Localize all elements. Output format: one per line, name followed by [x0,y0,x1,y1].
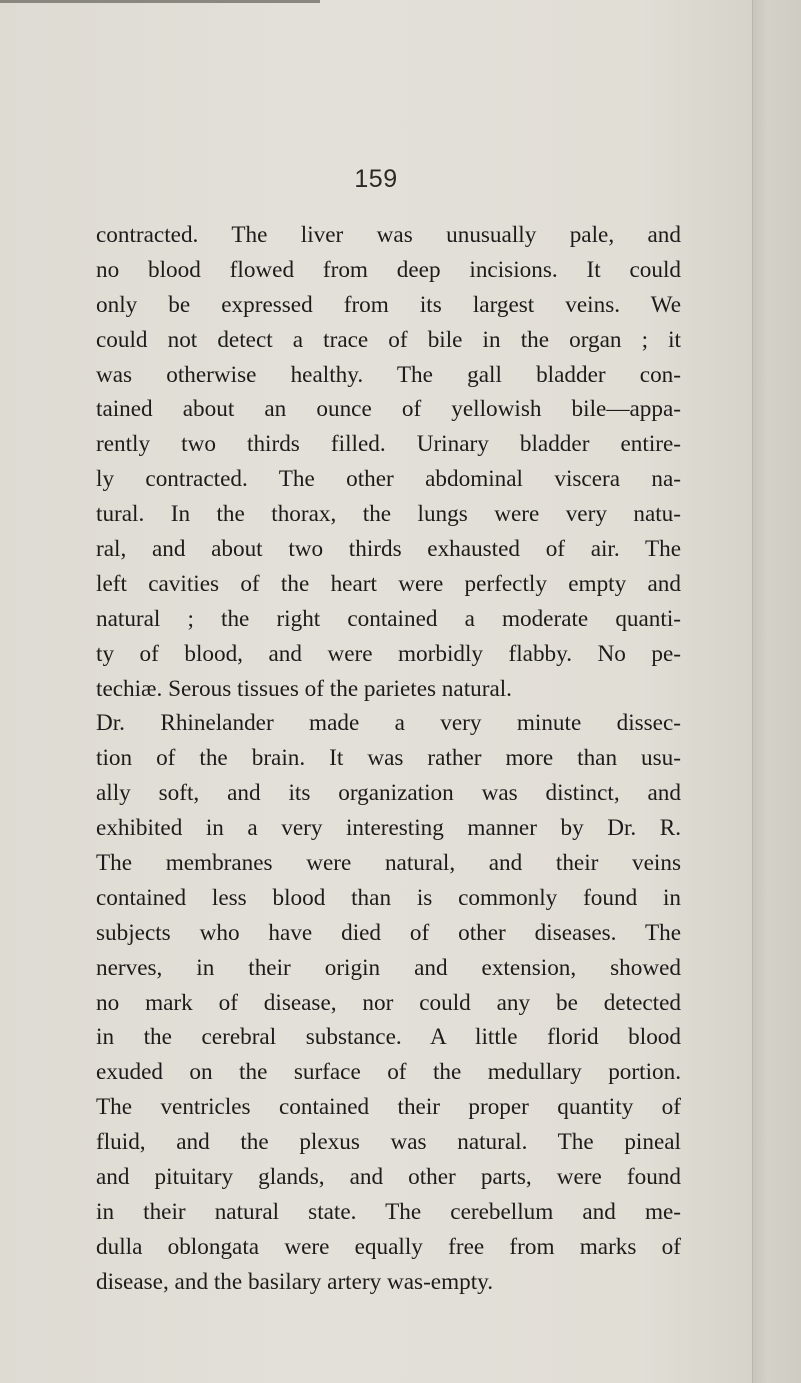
text-line: contained less blood than is commonly found in [96,884,681,911]
text-line: dulla oblongata were equally free from marks of [96,1233,681,1260]
text-line: ally soft, and its organization was distinct, and [96,780,681,807]
text-line: contracted. The liver was unusually pale, and [96,222,681,248]
text-line: and pituitary glands, and other parts, were found [96,1164,681,1191]
text-line: only be expressed from its largest veins. We [96,291,681,318]
text-line: techiæ. Serous tissues of the parietes natural. [96,675,512,702]
text-line: exhibited in a very interesting manner by Dr. R. [96,815,681,842]
text-line: rently two thirds filled. Urinary bladder entire- [96,431,681,458]
text-line: exuded on the surface of the medullary portion. [96,1059,681,1086]
text-line: no blood flowed from deep incisions. It could [96,256,681,283]
text-line: natural ; the right contained a moderate quanti- [96,605,681,632]
text-line: in their natural state. The cerebellum and me- [96,1198,681,1225]
text-line: disease, and the basilary artery was-empty. [96,1268,494,1295]
text-line: no mark of disease, nor could any be detected [96,989,681,1016]
text-line: tained about an ounce of yellowish bile—appa- [96,396,681,423]
text-line: in the cerebral substance. A little florid blood [96,1024,681,1051]
body-text [96,218,681,1300]
text-line: could not detect a trace of bile in the organ ; it [96,326,681,353]
text-line: ral, and about two thirds exhausted of air. The [96,536,681,563]
text-line: was otherwise healthy. The gall bladder con- [96,361,681,388]
text-line: tural. In the thorax, the lungs were very natu- [96,501,681,528]
text-line: Dr. Rhinelander made a very minute dissec- [96,710,681,737]
text-line: ly contracted. The other abdominal viscera na- [96,466,681,493]
text-line: ty of blood, and were morbidly flabby. No pe- [96,640,681,667]
top-edge-mark [0,0,320,3]
facing-page-edge [752,0,801,1383]
text-line: nerves, in their origin and extension, showed [96,954,681,981]
text-line: The ventricles contained their proper quantity of [96,1094,681,1121]
text-line: tion of the brain. It was rather more than usu- [96,745,681,772]
text-line: fluid, and the plexus was natural. The pineal [96,1129,681,1156]
text-line: left cavities of the heart were perfectly empty and [96,570,681,597]
text-line: The membranes were natural, and their veins [96,850,681,877]
text-line: subjects who have died of other diseases. The [96,919,681,946]
page-number: 159 [354,165,398,193]
